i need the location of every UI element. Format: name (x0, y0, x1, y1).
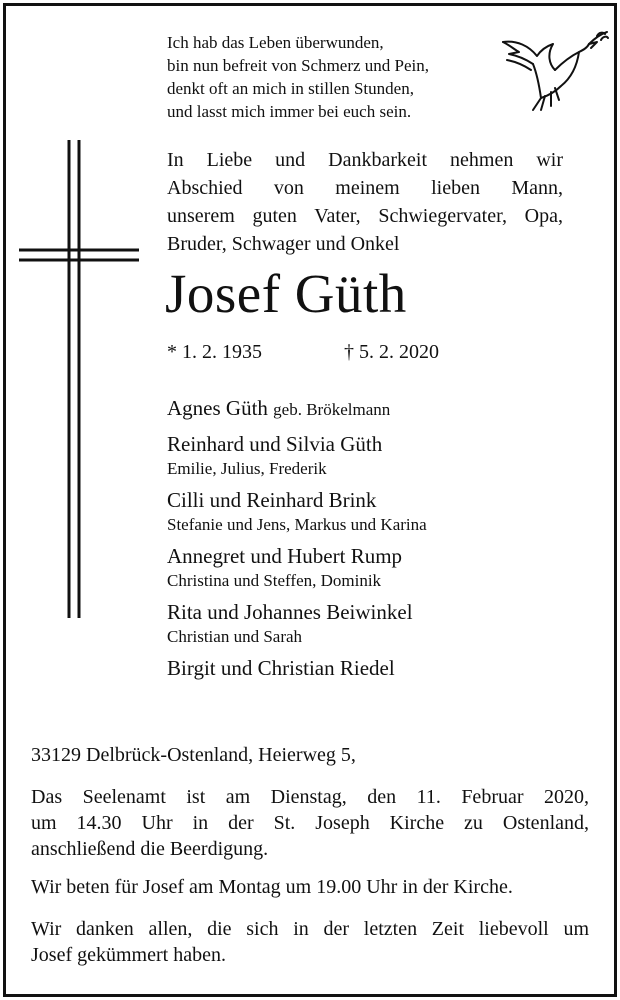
thanks-line: Josef gekümmert haben. (31, 944, 226, 966)
poem-line: denkt oft an mich in stillen Stunden, (167, 79, 414, 98)
service-paragraph (31, 784, 589, 862)
prayer-paragraph (31, 874, 589, 900)
service-line: anschließend die Beerdigung. (31, 838, 269, 860)
family-member-name: Reinhard und Silvia Güth (167, 432, 383, 456)
family-member-children: Christina und Steffen, Dominik (167, 571, 382, 590)
dove-icon (497, 30, 609, 112)
deceased-name: Josef Güth (165, 263, 407, 324)
poem-line: und lasst mich immer bei euch sein. (167, 102, 412, 121)
service-line: um 14.30 Uhr in der St. Joseph Kirche zu Ostenland, (31, 812, 589, 834)
intro-line: unserem guten Vater, Schwiegervater, Opa, (167, 205, 563, 227)
cross-icon (15, 134, 155, 624)
family-member-note: geb. Brökelmann (273, 400, 391, 419)
family-member-children: Christian und Sarah (167, 627, 303, 646)
family-member-children: Emilie, Julius, Frederik (167, 459, 327, 478)
service-line: Das Seelenamt ist am Dienstag, den 11. Februar 2020, (31, 786, 589, 808)
poem-line: bin nun befreit von Schmerz und Pein, (167, 56, 430, 75)
family-member-name: Cilli und Reinhard Brink (167, 488, 377, 512)
family-member-name: Birgit und Christian Riedel (167, 656, 395, 680)
prayer-line: Wir beten für Josef am Montag um 19.00 Uhr in der Kirche. (31, 876, 513, 898)
family-member (167, 394, 587, 424)
family-member-name: Rita und Johannes Beiwinkel (167, 600, 413, 624)
family-member-children: Stefanie und Jens, Markus und Karina (167, 515, 427, 534)
thanks-line: Wir danken allen, die sich in der letzten Zeit liebevoll um (31, 918, 589, 940)
intro-line: Abschied von meinem lieben Mann, (167, 177, 563, 199)
poem (167, 31, 429, 123)
birth-date: * 1. 2. 1935 (167, 341, 262, 363)
intro-text (167, 146, 563, 258)
intro-line: In Liebe und Dankbarkeit nehmen wir (167, 149, 563, 171)
thanks-paragraph (31, 916, 589, 968)
poem-line: Ich hab das Leben überwunden, (167, 33, 384, 52)
family-member-name: Annegret und Hubert Rump (167, 544, 403, 568)
intro-line: Bruder, Schwager und Onkel (167, 233, 400, 255)
family-member-name: Agnes Güth (167, 396, 268, 420)
family-list (167, 394, 587, 682)
death-date: † 5. 2. 2020 (344, 341, 439, 363)
address: 33129 Delbrück-Ostenland, Heierweg 5, (31, 744, 356, 766)
